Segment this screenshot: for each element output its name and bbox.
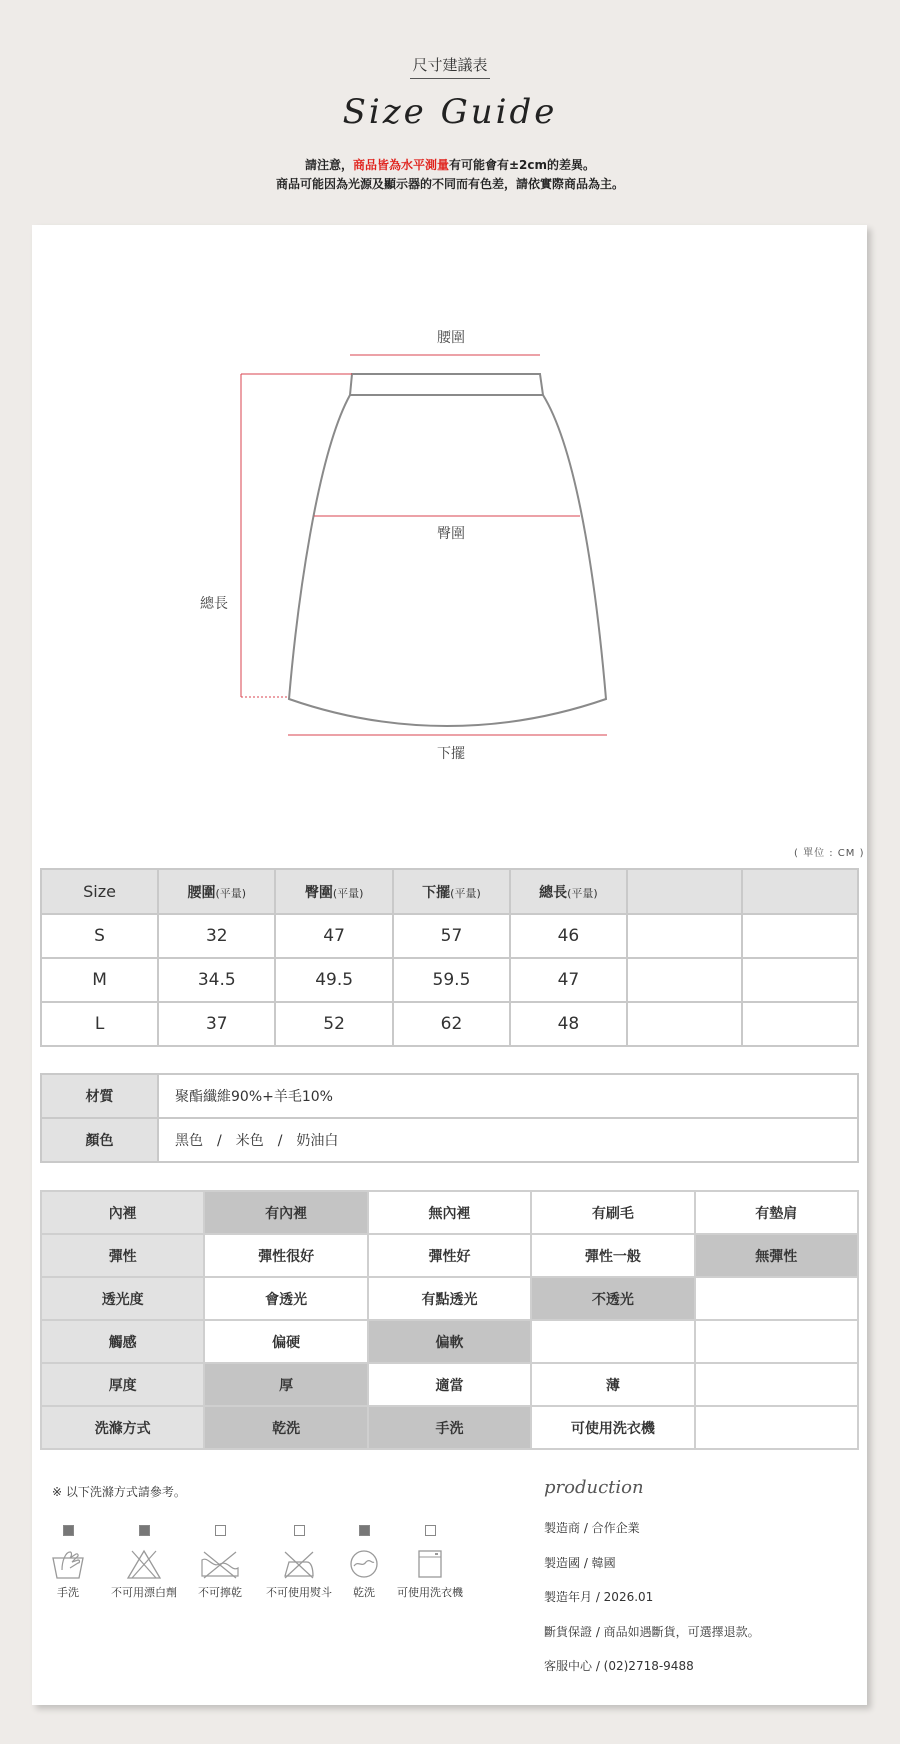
stock-guarantee-line: 斷貨保證 / 商品如遇斷貨，可選擇退款。 [544,1625,760,1639]
care-checkbox [215,1525,226,1536]
country-line: 製造國 / 韓國 [544,1556,616,1570]
table-row [41,1002,858,1046]
feature-option: 彈性好 [368,1234,531,1277]
table-cell [627,914,743,958]
table-cell: 48 [510,1002,627,1046]
manufacture-date-line: 製造年月 / 2026.01 [544,1590,654,1604]
feature-option: 無內裡 [368,1191,531,1234]
material-table [40,1073,859,1163]
header-cell: 下擺(平量) [393,869,510,914]
care-checkbox [139,1525,150,1536]
size-guide-card [32,225,867,1705]
care-item-hand-wash: 手洗 [48,1525,88,1600]
material-value: 聚酯纖維90%+羊毛10% [158,1074,858,1118]
material-label: 材質 [41,1074,158,1118]
feature-option [531,1320,694,1363]
care-item-no-wring: 不可擰乾 [192,1525,248,1600]
feature-table [40,1190,859,1450]
table-cell [627,1002,743,1046]
care-item-washing-machine: 可使用洗衣機 [390,1525,470,1600]
table-cell: 59.5 [393,958,510,1002]
feature-label: 洗滌方式 [41,1406,204,1449]
care-checkbox [294,1525,305,1536]
care-checkbox [63,1525,74,1536]
color-value: 黑色 / 米色 / 奶油白 [158,1118,858,1162]
feature-option: 偏軟 [368,1320,531,1363]
table-row [41,958,858,1002]
dry-clean-icon [348,1548,380,1580]
table-cell: 46 [510,914,627,958]
table-cell [742,914,858,958]
care-checkbox [359,1525,370,1536]
feature-row-texture [41,1320,858,1363]
feature-row-elasticity [41,1234,858,1277]
no-bleach-icon [126,1548,162,1580]
feature-option [695,1277,858,1320]
feature-label: 內裡 [41,1191,204,1234]
header-cell: Size [41,869,158,914]
notice-highlight: 商品皆為水平測量 [352,158,449,172]
length-label: 總長 [200,596,228,612]
header-cell [742,869,858,914]
table-cell [627,958,743,1002]
table-cell: L [41,1002,158,1046]
header-cell [627,869,743,914]
feature-option: 厚 [204,1363,367,1406]
header-cell: 腰圍(平量) [158,869,275,914]
feature-option: 彈性一般 [531,1234,694,1277]
page-title: Size Guide [342,92,558,132]
table-cell: M [41,958,158,1002]
feature-label: 厚度 [41,1363,204,1406]
feature-option: 手洗 [368,1406,531,1449]
table-cell: 57 [393,914,510,958]
care-item-no-bleach: 不可用漂白劑 [104,1525,184,1600]
washing-machine-icon [416,1548,444,1580]
customer-service-line: 客服中心 / (02)2718-9488 [544,1659,694,1673]
feature-option: 乾洗 [204,1406,367,1449]
feature-option: 有墊肩 [695,1191,858,1234]
size-table [40,868,859,1047]
table-cell: S [41,914,158,958]
feature-option: 會透光 [204,1277,367,1320]
color-label: 顏色 [41,1118,158,1162]
feature-label: 彈性 [41,1234,204,1277]
hem-label: 下擺 [437,746,465,762]
feature-option: 無彈性 [695,1234,858,1277]
table-cell: 62 [393,1002,510,1046]
feature-option: 有內裡 [204,1191,367,1234]
feature-label: 觸感 [41,1320,204,1363]
table-cell: 37 [158,1002,275,1046]
unit-label: ( 單位 : CM ) [794,848,865,859]
table-cell: 34.5 [158,958,275,1002]
feature-label: 透光度 [41,1277,204,1320]
header-cell: 總長(平量) [510,869,627,914]
color-row [41,1118,858,1162]
feature-option: 可使用洗衣機 [531,1406,694,1449]
manufacturer-line: 製造商 / 合作企業 [544,1521,640,1535]
waist-label: 腰圍 [437,330,465,346]
feature-option [695,1320,858,1363]
no-iron-icon [281,1548,317,1580]
feature-option: 偏硬 [204,1320,367,1363]
hip-label: 臀圍 [437,526,465,542]
header-cell: 臀圍(平量) [275,869,392,914]
feature-option: 有點透光 [368,1277,531,1320]
feature-option: 有刷毛 [531,1191,694,1234]
feature-option [695,1406,858,1449]
care-item-dry-clean: 乾洗 [346,1525,382,1600]
care-checkbox [425,1525,436,1536]
material-row [41,1074,858,1118]
feature-row-lining [41,1191,858,1234]
table-cell: 32 [158,914,275,958]
table-cell: 49.5 [275,958,392,1002]
hand-wash-icon [50,1548,86,1580]
care-item-no-iron: 不可使用熨斗 [256,1525,342,1600]
production-title: production [544,1477,644,1498]
table-cell: 52 [275,1002,392,1046]
feature-row-thickness [41,1363,858,1406]
table-cell [742,1002,858,1046]
table-cell [742,958,858,1002]
feature-option [695,1363,858,1406]
care-note: ※ 以下洗滌方式請參考。 [52,1485,186,1499]
table-cell: 47 [275,914,392,958]
feature-row-washing [41,1406,858,1449]
feature-option: 彈性很好 [204,1234,367,1277]
measurement-notice: 請注意，商品皆為水平測量有可能會有±2cm的差異。 商品可能因為光源及顯示器的不同而有色差，請依實際商品為主。 [275,158,624,191]
size-chart-subtitle: 尺寸建議表 [0,54,900,79]
feature-row-transparency [41,1277,858,1320]
feature-option: 不透光 [531,1277,694,1320]
feature-option: 適當 [368,1363,531,1406]
table-row [41,914,858,958]
skirt-diagram [32,225,867,825]
feature-option: 薄 [531,1363,694,1406]
no-wring-icon [200,1548,240,1580]
size-table-header [41,869,858,914]
table-cell: 47 [510,958,627,1002]
